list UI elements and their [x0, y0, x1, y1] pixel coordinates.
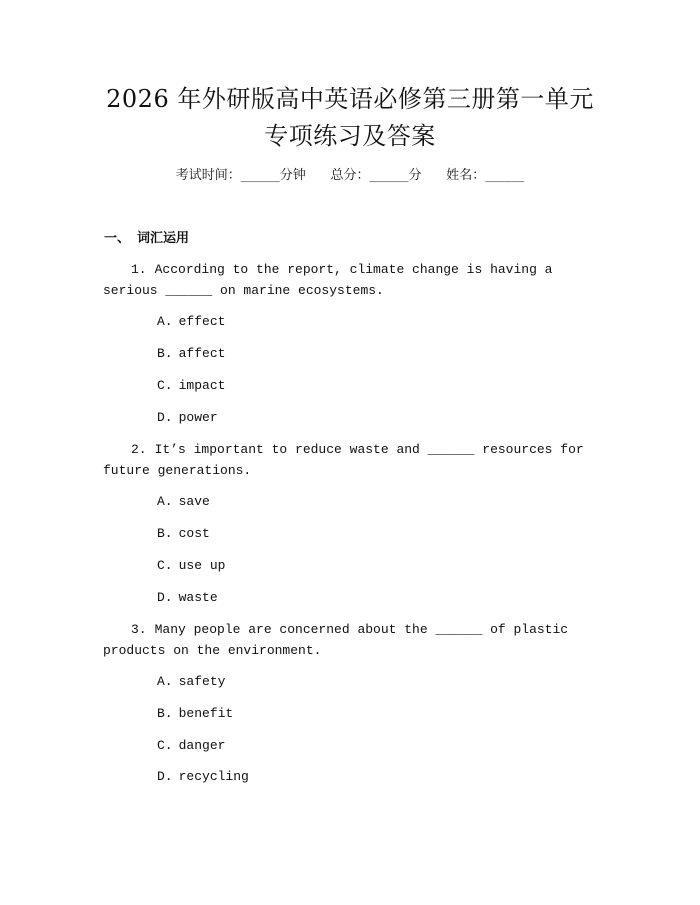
option-letter: B.	[157, 526, 173, 541]
question-text: It’s important to reduce waste and ______ resources for future generations.	[103, 442, 584, 478]
option-letter: C.	[157, 378, 173, 393]
section-title: 词汇运用	[137, 231, 190, 246]
option-2b	[157, 524, 210, 544]
option-letter: A.	[157, 494, 173, 509]
option-letter: D.	[157, 769, 173, 784]
option-letter: B.	[157, 706, 173, 721]
option-text: impact	[178, 378, 226, 393]
question-text: According to the report, climate change is having a serious ______ on marine ecosystems.	[103, 262, 553, 298]
option-text: save	[178, 494, 210, 509]
option-text: affect	[178, 346, 226, 361]
exam-info-line: 考试时间：______分钟 总分：______分 姓名：______	[175, 168, 525, 183]
option-letter: A.	[157, 314, 173, 329]
option-2d	[157, 588, 218, 608]
option-text: use up	[178, 558, 226, 573]
question-number: 1.	[131, 262, 147, 277]
option-text: power	[178, 410, 218, 425]
option-1c	[157, 376, 225, 396]
document-title-line-2: 专项练习及答案	[264, 122, 436, 150]
option-text: benefit	[178, 706, 234, 721]
option-text: cost	[178, 526, 210, 541]
option-3d	[157, 767, 249, 787]
option-letter: C.	[157, 558, 173, 573]
option-text: danger	[178, 738, 226, 753]
document-title-line-1: 2026 年外研版高中英语必修第三册第一单元	[106, 85, 594, 113]
option-letter: D.	[157, 410, 173, 425]
option-text: safety	[178, 674, 226, 689]
option-letter: B.	[157, 346, 173, 361]
question-2	[103, 439, 588, 481]
option-2a	[157, 492, 210, 512]
question-number: 2.	[131, 442, 147, 457]
option-1b	[157, 344, 225, 364]
option-2c	[157, 556, 225, 576]
question-number: 3.	[131, 622, 147, 637]
question-text: Many people are concerned about the ______ of plastic products on the environment.	[103, 622, 569, 658]
option-1d	[157, 408, 218, 428]
option-3a	[157, 672, 225, 692]
option-text: waste	[178, 590, 218, 605]
option-letter: A.	[157, 674, 173, 689]
option-letter: D.	[157, 590, 173, 605]
option-3c	[157, 736, 225, 756]
option-letter: C.	[157, 738, 173, 753]
option-text: recycling	[178, 769, 249, 784]
question-3	[103, 619, 588, 661]
section-number: 一、	[104, 231, 131, 246]
option-text: effect	[178, 314, 226, 329]
option-1a	[157, 312, 225, 332]
section-heading	[104, 229, 189, 249]
question-1	[103, 259, 588, 301]
option-3b	[157, 704, 233, 724]
